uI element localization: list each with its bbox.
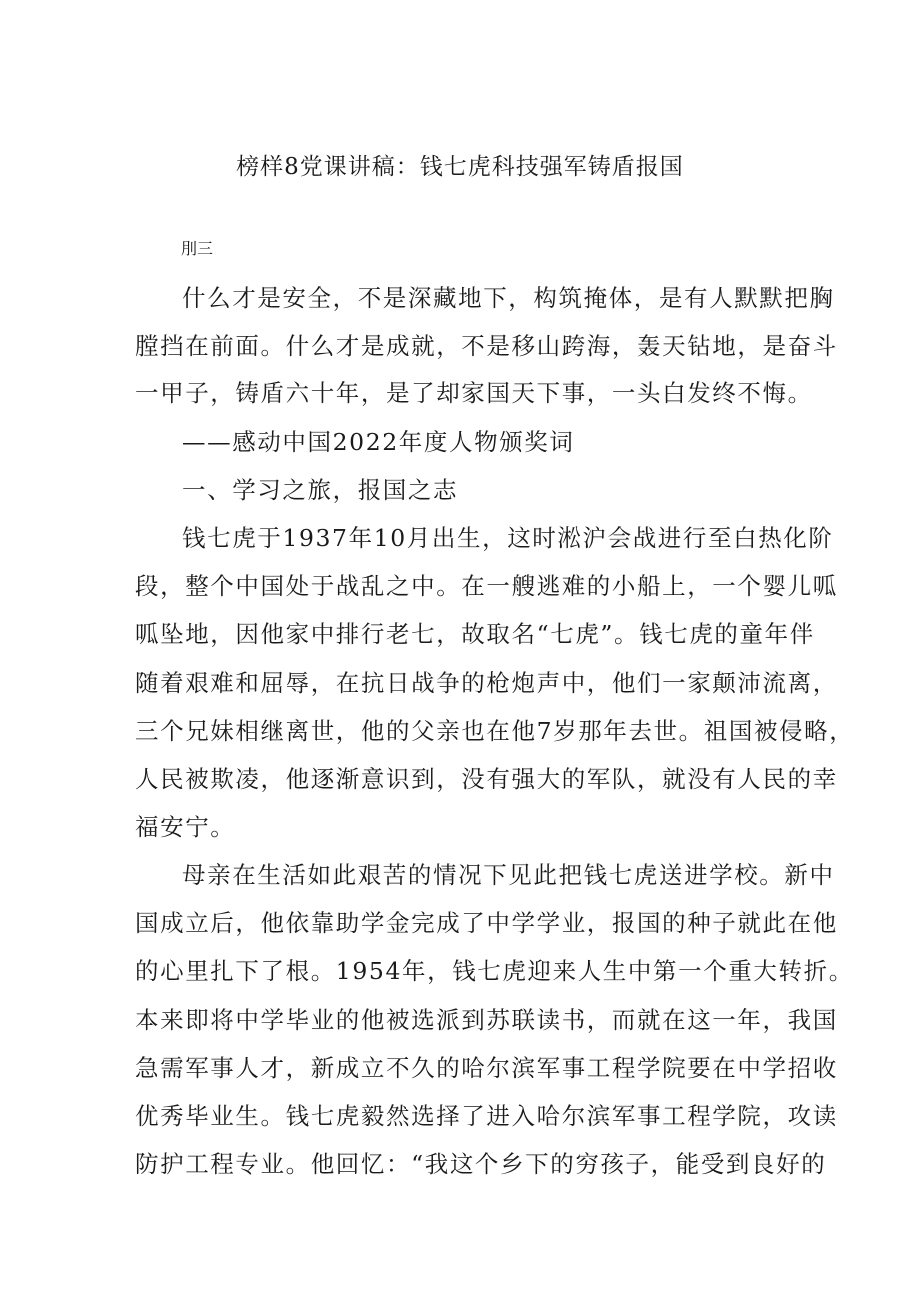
body-line: 钱七虎于1937年10月出生，这时淞沪会战进行至白热化阶 (182, 524, 834, 552)
body-line: 一甲子，铸盾六十年，是了却家国天下事，一头白发终不悔。 (135, 379, 813, 407)
body-line: 什么才是安全，不是深藏地下，构筑掩体，是有人默默把胸 (182, 284, 835, 312)
body-line: 人民被欺凌，他逐渐意识到，没有强大的军队，就没有人民的幸 (135, 765, 838, 793)
body-line: 段，整个中国处于战乱之中。在一艘逃难的小船上，一个婴儿呱 (135, 572, 838, 600)
body-line: 随着艰难和屈辱，在抗日战争的枪炮声中，他们一家颠沛流离， (135, 669, 838, 697)
body-line: 的心里扎下了根。1954年，钱七虎迎来人生中第一个重大转折。 (135, 957, 854, 985)
document-title: 榜样8党课讲稿：钱七虎科技强军铸盾报国 (236, 154, 684, 180)
section-heading: 一、学习之旅，报国之志 (182, 476, 459, 504)
body-line: 母亲在生活如此艰苦的情况下见此把钱七虎送进学校。新中 (182, 861, 835, 889)
body-line: 本来即将中学毕业的他被选派到苏联读书，而就在这一年，我国 (135, 1006, 838, 1034)
body-line: 急需军事人才，新成立不久的哈尔滨军事工程学院要在中学招收 (135, 1054, 838, 1082)
preface-label: 刖三 (181, 239, 214, 258)
body-line: 防护工程专业。他回忆：“我这个乡下的穷孩子，能受到良好的 (135, 1150, 827, 1178)
body-line: 三个兄妹相继离世，他的父亲也在他7岁那年去世。祖国被侵略， (135, 717, 855, 745)
body-line: 优秀毕业生。钱七虎毅然选择了进入哈尔滨军事工程学院，攻读 (135, 1102, 838, 1130)
body-line: 福安宁。 (135, 813, 236, 841)
body-line: 国成立后，他依靠助学金完成了中学学业，报国的种子就此在他 (135, 909, 838, 937)
award-citation-source: ——感动中国2022年度人物颁奖词 (182, 428, 575, 456)
body-line: 膛挡在前面。什么才是成就，不是移山跨海，轰天钻地，是奋斗 (135, 332, 838, 360)
body-line: 呱坠地，因他家中排行老七，故取名“七虎”。钱七虎的童年伴 (135, 620, 815, 648)
